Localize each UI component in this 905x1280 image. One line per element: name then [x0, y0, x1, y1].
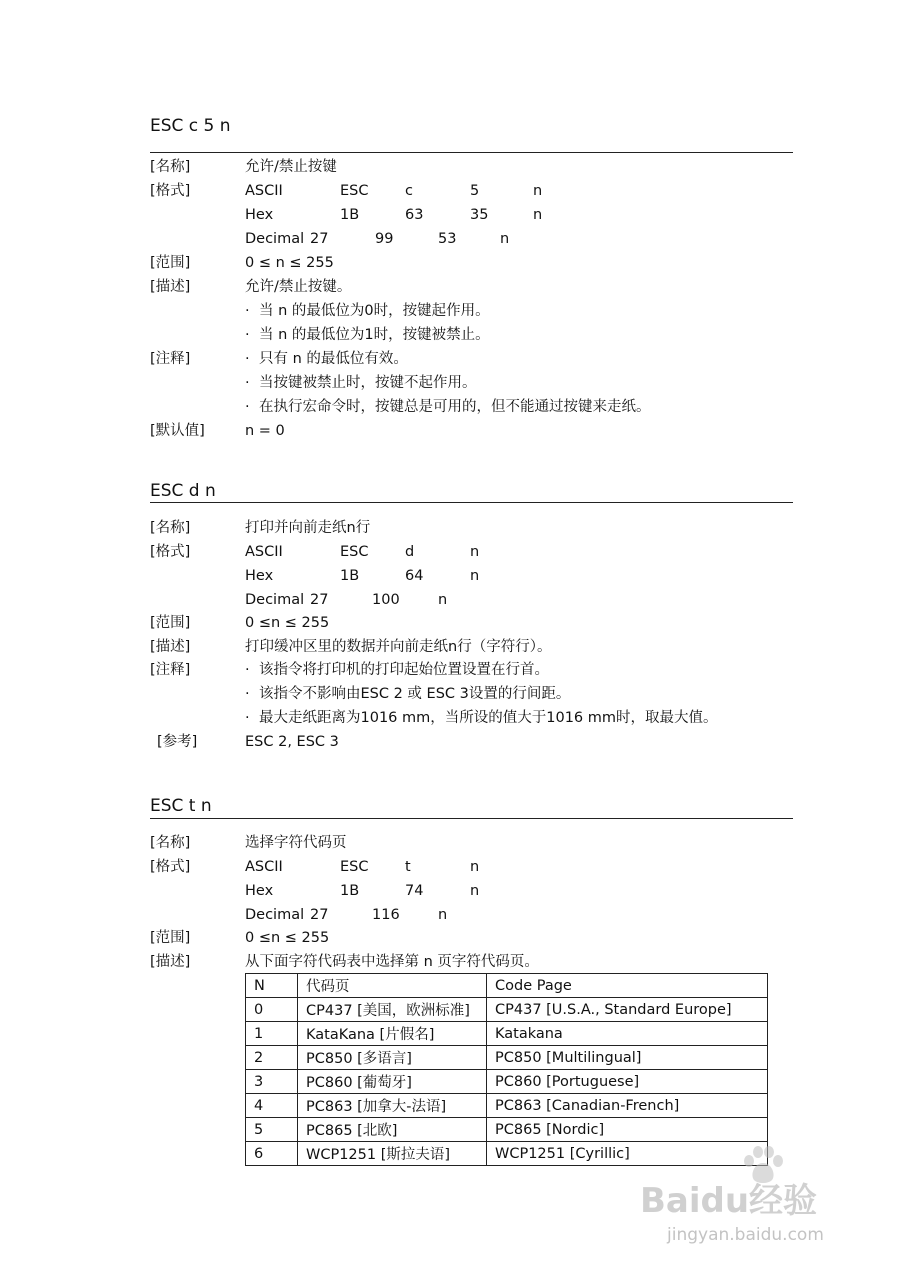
- format-cell: n: [438, 907, 448, 923]
- bullet-text: 当 n 的最低位为0时，按键起作用。: [259, 303, 490, 319]
- table-cell: PC850 [Multilingual]: [487, 1046, 768, 1070]
- bullet-dot: ·: [245, 327, 250, 343]
- name-label: [名称]: [150, 159, 191, 175]
- desc-value: 从下面字符代码表中选择第 n 页字符代码页。: [245, 954, 539, 970]
- desc-label: [描述]: [150, 954, 191, 970]
- notes-label: [注释]: [150, 662, 191, 678]
- name-label: [名称]: [150, 835, 191, 851]
- watermark-url: jingyan.baidu.com: [667, 1225, 824, 1245]
- format-cell: n: [470, 568, 480, 584]
- format-cell: Hex: [245, 568, 274, 584]
- format-cell: Hex: [245, 207, 274, 223]
- bullet-dot: ·: [245, 303, 250, 319]
- bullet-text: 当 n 的最低位为1时，按键被禁止。: [259, 327, 490, 343]
- format-cell: 5: [470, 183, 480, 199]
- table-cell: 0: [246, 998, 298, 1022]
- range-value: 0 ≤ n ≤ 255: [245, 255, 334, 271]
- range-label: [范围]: [150, 615, 191, 631]
- format-cell: Decimal: [245, 907, 305, 923]
- format-cell: ASCII: [245, 544, 283, 560]
- format-cell: Hex: [245, 883, 274, 899]
- table-cell: 4: [246, 1094, 298, 1118]
- table-cell: 2: [246, 1046, 298, 1070]
- format-cell: 27: [310, 907, 329, 923]
- bullet-dot: ·: [245, 686, 250, 702]
- format-cell: ESC: [340, 859, 369, 875]
- format-cell: ASCII: [245, 183, 283, 199]
- range-label: [范围]: [150, 255, 191, 271]
- format-cell: 63: [405, 207, 424, 223]
- format-cell: ESC: [340, 183, 369, 199]
- name-value: 打印并向前走纸n行: [245, 520, 371, 536]
- notes-label: [注释]: [150, 351, 191, 367]
- desc-label: [描述]: [150, 279, 191, 295]
- note-text: 该指令不影响由ESC 2 或 ESC 3设置的行间距。: [259, 686, 571, 702]
- section-title: ESC t n: [150, 796, 212, 816]
- format-cell: 116: [372, 907, 400, 923]
- format-cell: Decimal: [245, 592, 305, 608]
- table-cell: PC850 [多语言]: [298, 1046, 487, 1070]
- baidu-watermark: [640, 1135, 900, 1275]
- section-rule: [150, 818, 793, 819]
- desc-label: [描述]: [150, 639, 191, 655]
- name-value: 选择字符代码页: [245, 835, 347, 851]
- format-cell: n: [470, 859, 480, 875]
- format-cell: 53: [438, 231, 457, 247]
- format-cell: 27: [310, 592, 329, 608]
- table-header-en: Code Page: [487, 974, 768, 998]
- note-text: 当按键被禁止时，按键不起作用。: [259, 375, 477, 391]
- note-text: 在执行宏命令时，按键总是可用的，但不能通过按键来走纸。: [259, 399, 651, 415]
- format-cell: n: [533, 207, 543, 223]
- format-cell: n: [533, 183, 543, 199]
- format-label: [格式]: [150, 859, 191, 875]
- bullet-dot: ·: [245, 375, 250, 391]
- table-cell: 3: [246, 1070, 298, 1094]
- name-label: [名称]: [150, 520, 191, 536]
- format-cell: d: [405, 544, 415, 560]
- format-cell: 1B: [340, 568, 360, 584]
- ref-value: ESC 2, ESC 3: [245, 734, 339, 750]
- table-row: [246, 1070, 768, 1094]
- range-value: 0 ≤n ≤ 255: [245, 615, 330, 631]
- bullet-dot: ·: [245, 710, 250, 726]
- format-cell: n: [470, 544, 480, 560]
- format-cell: 100: [372, 592, 400, 608]
- table-cell: PC863 [Canadian-French]: [487, 1094, 768, 1118]
- table-cell: PC860 [葡萄牙]: [298, 1070, 487, 1094]
- table-cell: 1: [246, 1022, 298, 1046]
- bullet-dot: ·: [245, 351, 250, 367]
- format-cell: 27: [310, 231, 329, 247]
- format-cell: n: [470, 883, 480, 899]
- range-value: 0 ≤n ≤ 255: [245, 930, 330, 946]
- format-cell: 99: [375, 231, 394, 247]
- format-cell: Decimal: [245, 231, 305, 247]
- format-cell: 74: [405, 883, 424, 899]
- watermark-brand: Baidu经验: [640, 1181, 818, 1221]
- format-cell: n: [438, 592, 448, 608]
- table-cell: CP437 [美国，欧洲标准]: [298, 998, 487, 1022]
- format-cell: 1B: [340, 207, 360, 223]
- default-label: [默认值]: [150, 423, 205, 439]
- format-cell: n: [500, 231, 510, 247]
- table-cell: PC865 [北欧]: [298, 1118, 487, 1142]
- format-cell: 64: [405, 568, 424, 584]
- ref-label: [参考]: [157, 734, 198, 750]
- table-cell: Katakana: [487, 1022, 768, 1046]
- table-cell: CP437 [U.S.A., Standard Europe]: [487, 998, 768, 1022]
- table-cell: WCP1251 [斯拉夫语]: [298, 1142, 487, 1166]
- format-cell: 1B: [340, 883, 360, 899]
- table-header-row: [246, 974, 768, 998]
- format-cell: ASCII: [245, 859, 283, 875]
- table-header-n: N: [246, 974, 298, 998]
- default-value: n = 0: [245, 423, 285, 439]
- note-text: 该指令将打印机的打印起始位置设置在行首。: [259, 662, 549, 678]
- table-header-cn: 代码页: [298, 974, 487, 998]
- format-label: [格式]: [150, 544, 191, 560]
- table-cell: PC863 [加拿大-法语]: [298, 1094, 487, 1118]
- format-cell: ESC: [340, 544, 369, 560]
- table-row: [246, 998, 768, 1022]
- table-cell: KataKana [片假名]: [298, 1022, 487, 1046]
- format-label: [格式]: [150, 183, 191, 199]
- name-value: 允许/禁止按键: [245, 159, 337, 175]
- format-cell: 35: [470, 207, 489, 223]
- section-title: ESC d n: [150, 481, 216, 501]
- bullet-dot: ·: [245, 662, 250, 678]
- table-cell: WCP1251 [Cyrillic]: [487, 1142, 768, 1166]
- note-text: 最大走纸距离为1016 mm，当所设的值大于1016 mm时，取最大值。: [259, 710, 718, 726]
- desc-value: 打印缓冲区里的数据并向前走纸n行（字符行）。: [245, 639, 552, 655]
- desc-value: 允许/禁止按键。: [245, 279, 352, 295]
- table-row: [246, 1046, 768, 1070]
- section-title: ESC c 5 n: [150, 116, 231, 136]
- table-cell: PC865 [Nordic]: [487, 1118, 768, 1142]
- table-row: [246, 1094, 768, 1118]
- table-cell: 5: [246, 1118, 298, 1142]
- table-row: [246, 1022, 768, 1046]
- format-cell: t: [405, 859, 411, 875]
- bullet-dot: ·: [245, 399, 250, 415]
- range-label: [范围]: [150, 930, 191, 946]
- note-text: 只有 n 的最低位有效。: [259, 351, 408, 367]
- table-cell: 6: [246, 1142, 298, 1166]
- section-esc-tn: [150, 0, 793, 1180]
- table-cell: PC860 [Portuguese]: [487, 1070, 768, 1094]
- format-cell: c: [405, 183, 413, 199]
